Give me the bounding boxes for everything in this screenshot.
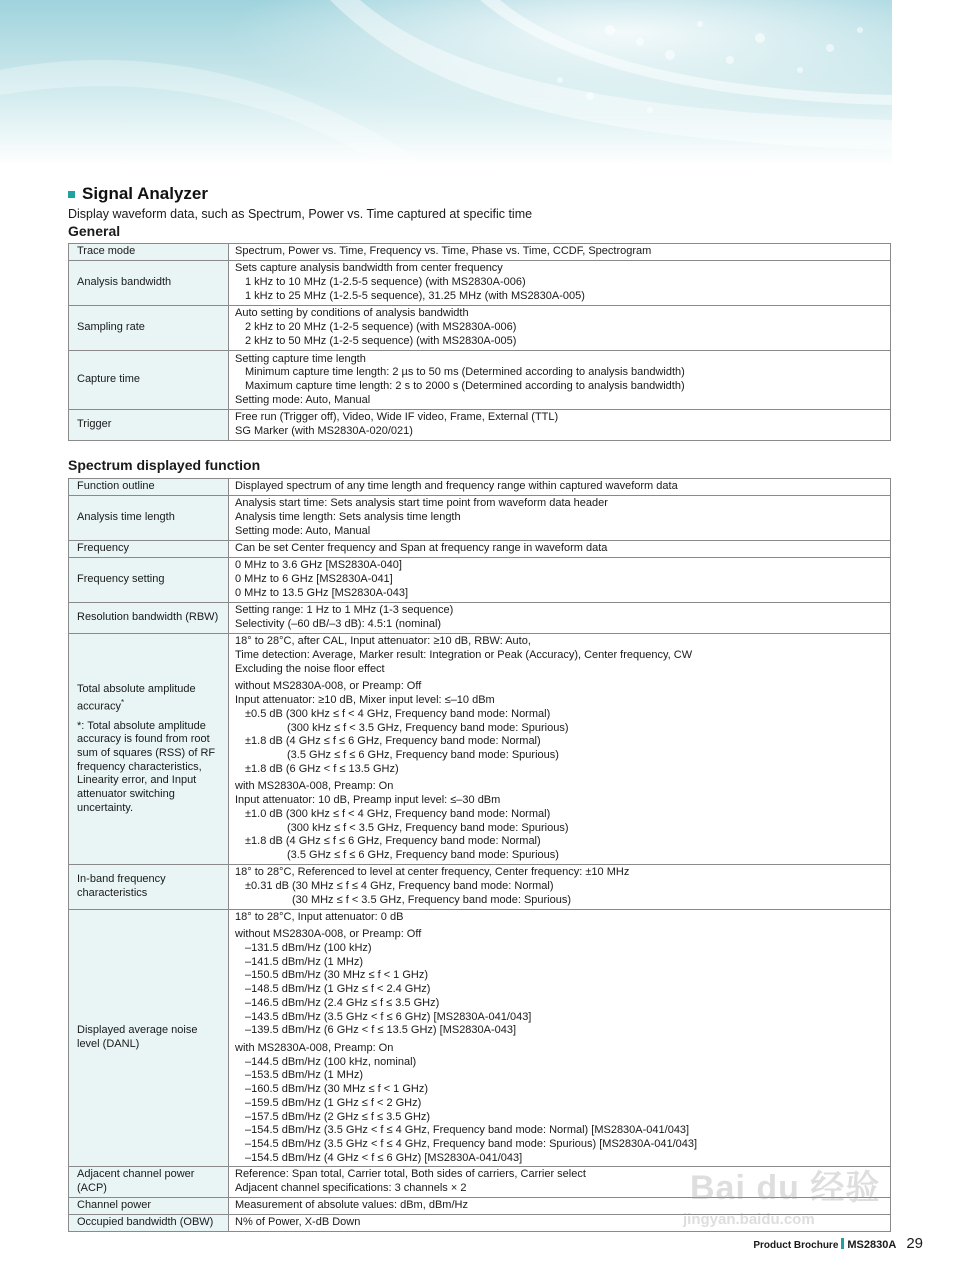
row-label: Resolution bandwidth (RBW) xyxy=(69,603,229,634)
row-label: Function outline xyxy=(69,479,229,496)
spectrum-spec-table xyxy=(68,478,891,1232)
row-value: Free run (Trigger off), Video, Wide IF video, Frame, External (TTL) SG Marker (with MS2830A-020/021) xyxy=(229,410,891,441)
table-row xyxy=(69,865,891,910)
row-value: Measurement of absolute values: dBm, dBm/Hz xyxy=(229,1198,891,1215)
watermark-logo: Bai du 经验 xyxy=(690,1169,881,1207)
row-label: Displayed average noise level (DANL) xyxy=(69,910,229,1167)
row-value: 18° to 28°C, Referenced to level at center frequency, Center frequency: ±10 MHz ±0.31 dB (30 MHz ≤ f ≤ 4 GHz, Frequency band mode: Normal) (30 MHz ≤ f < 3.5 GHz, Frequency band mode: Spurious) xyxy=(229,865,891,910)
section-title-text: Signal Analyzer xyxy=(82,184,208,203)
row-label: Analysis bandwidth xyxy=(69,261,229,306)
row-value: 0 MHz to 3.6 GHz [MS2830A-040] 0 MHz to 6 GHz [MS2830A-041] 0 MHz to 13.5 GHz [MS2830A-043] xyxy=(229,558,891,603)
table-row xyxy=(69,634,891,865)
row-value: Sets capture analysis bandwidth from center frequency 1 kHz to 10 MHz (1-2.5-5 sequence) (with MS2830A-006) 1 kHz to 25 MHz (1-2.5-5 sequence), 31.25 MHz (with MS2830A-005) xyxy=(229,261,891,306)
footnote-text: *: Total absolute amplitude accuracy is found from root sum of squares (RSS) of RF frequency characteristics, Linearity error, and Input attenuator switching uncertainty. xyxy=(77,719,216,814)
row-label: Channel power xyxy=(69,1198,229,1215)
table-row xyxy=(69,479,891,496)
row-value: 18° to 28°C, Input attenuator: 0 dB without MS2830A-008, or Preamp: Off –131.5 dBm/Hz (100 kHz) –141.5 dBm/Hz (1 MHz) –150.5 dBm/Hz (30 MHz ≤ f < 1 GHz) –148.5 dBm/Hz (1 GHz ≤ f < 2.4 GHz) –146.5 dBm/Hz (2.4 GHz ≤ f ≤ 3.5 GHz) –143.5 dBm/Hz (3.5 GHz < f ≤ 6 GHz) [MS2830A-041/043] –139.5 dBm/Hz (6 GHz < f ≤ 13.5 GHz) [MS2830A-043] with MS2830A-008, Preamp: On –144.5 dBm/Hz (100 kHz, nominal) –153.5 dBm/Hz (1 MHz) –160.5 dBm/Hz (30 MHz ≤ f < 1 GHz) –159.5 dBm/Hz (1 GHz ≤ f < 2 GHz) –157.5 dBm/Hz (2 GHz ≤ f ≤ 3.5 GHz) –154.5 dBm/Hz (3.5 GHz < f ≤ 4 GHz, Frequency band mode: Normal) [MS2830A-041/043] –154.5 dBm/Hz (3.5 GHz < f ≤ 4 GHz, Frequency band mode: Spurious) [MS2830A-041/043] –154.5 dBm/Hz (4 GHz < f ≤ 6 GHz) [MS2830A-041/043] xyxy=(229,910,891,1167)
row-label: Trigger xyxy=(69,410,229,441)
table-row xyxy=(69,261,891,306)
section-title xyxy=(68,184,208,204)
row-label: Trace mode xyxy=(69,244,229,261)
row-label: Frequency xyxy=(69,541,229,558)
row-label: Adjacent channel power (ACP) xyxy=(69,1167,229,1198)
row-label: Capture time xyxy=(69,351,229,410)
table-row xyxy=(69,496,891,541)
row-value: Reference: Span total, Carrier total, Both sides of carriers, Carrier select Adjacent channel specifications: 3 channels × 2 xyxy=(229,1167,891,1198)
table-row xyxy=(69,351,891,410)
row-label: In-band frequency characteristics xyxy=(69,865,229,910)
footer-divider xyxy=(841,1238,844,1249)
table-row xyxy=(69,410,891,441)
footer-brochure: Product Brochure xyxy=(753,1240,839,1251)
bullet-square-icon xyxy=(68,191,75,198)
row-value: Spectrum, Power vs. Time, Frequency vs. Time, Phase vs. Time, CCDF, Spectrogram xyxy=(229,244,891,261)
row-value: Analysis start time: Sets analysis start time point from waveform data header Analysis time length: Sets analysis time length Setting mode: Auto, Manual xyxy=(229,496,891,541)
table-row xyxy=(69,541,891,558)
header-banner xyxy=(0,0,892,165)
row-value: Can be set Center frequency and Span at frequency range in waveform data xyxy=(229,541,891,558)
table-row xyxy=(69,910,891,1167)
page-footer xyxy=(753,1235,923,1252)
row-value: N% of Power, X-dB Down xyxy=(229,1215,891,1232)
footer-model: MS2830A xyxy=(847,1239,897,1251)
general-heading: General xyxy=(68,223,121,239)
footnote-mark: * xyxy=(121,698,125,708)
table-row xyxy=(69,603,891,634)
row-label: Frequency setting xyxy=(69,558,229,603)
row-value: Displayed spectrum of any time length and frequency range within captured waveform data xyxy=(229,479,891,496)
section-subtitle: Display waveform data, such as Spectrum, Power vs. Time captured at specific time xyxy=(68,207,533,221)
banner-decoration xyxy=(0,0,892,165)
row-value: 18° to 28°C, after CAL, Input attenuator: ≥10 dB, RBW: Auto, Time detection: Average, Marker result: Integration or Peak (Accuracy), Center frequency, CW Excluding the noise floor effect without MS2830A-008, or Preamp: Off Input attenuator: ≥10 dB, Mixer input level: ≤–10 dBm ±0.5 dB (300 kHz ≤ f < 4 GHz, Frequency band mode: Normal) (300 kHz ≤ f < 3.5 GHz, Frequency band mode: Spurious) ±1.8 dB (4 GHz ≤ f ≤ 6 GHz, Frequency band mode: Normal) (3.5 GHz ≤ f ≤ 6 GHz, Frequency band mode: Spurious) ±1.8 dB (6 GHz < f ≤ 13.5 GHz) with MS2830A-008, Preamp: On Input attenuator: 10 dB, Preamp input level: ≤–30 dBm ±1.0 dB (300 kHz ≤ f < 4 GHz, Frequency band mode: Normal) (300 kHz ≤ f < 3.5 GHz, Frequency band mode: Spurious) ±1.8 dB (4 GHz ≤ f ≤ 6 GHz, Frequency band mode: Normal) (3.5 GHz ≤ f ≤ 6 GHz, Frequency band mode: Spurious) xyxy=(229,634,891,865)
general-spec-table xyxy=(68,243,891,441)
row-label: Sampling rate xyxy=(69,306,229,351)
spectrum-heading: Spectrum displayed function xyxy=(68,457,261,473)
table-row xyxy=(69,306,891,351)
row-value: Auto setting by conditions of analysis bandwidth 2 kHz to 20 MHz (1-2-5 sequence) (with MS2830A-006) 2 kHz to 50 MHz (1-2-5 sequence) (with MS2830A-005) xyxy=(229,306,891,351)
table-row xyxy=(69,244,891,261)
page-number: 29 xyxy=(906,1235,923,1252)
table-row xyxy=(69,558,891,603)
watermark-url: jingyan.baidu.com xyxy=(683,1211,815,1228)
row-value: Setting capture time length Minimum capture time length: 2 µs to 50 ms (Determined according to analysis bandwidth) Maximum capture time length: 2 s to 2000 s (Determined according to analysis bandwidth) Setting mode: Auto, Manual xyxy=(229,351,891,410)
row-label: Total absolute amplitude accuracy* *: Total absolute amplitude accuracy is found from root sum of squares (RSS) of RF frequency characteristics, Linearity error, and Input attenuator switching uncertainty. xyxy=(69,634,229,865)
row-label: Analysis time length xyxy=(69,496,229,541)
row-label: Occupied bandwidth (OBW) xyxy=(69,1215,229,1232)
row-value: Setting range: 1 Hz to 1 MHz (1-3 sequence) Selectivity (–60 dB/–3 dB): 4.5:1 (nominal) xyxy=(229,603,891,634)
